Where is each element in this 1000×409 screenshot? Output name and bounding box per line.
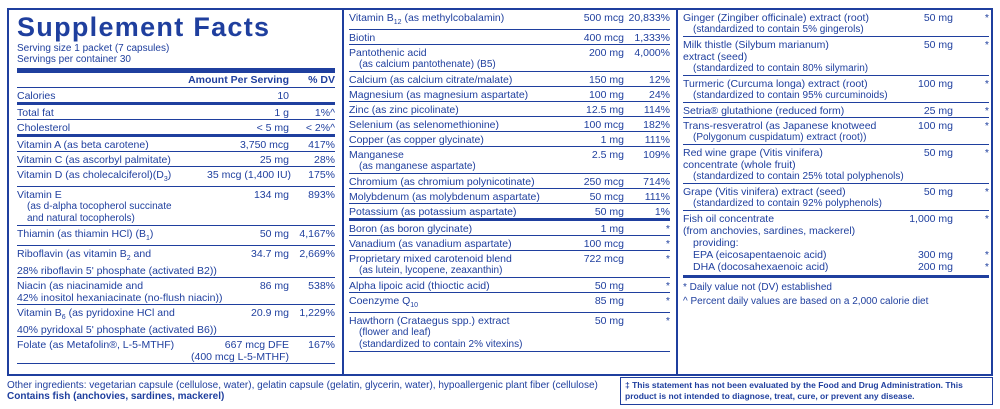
table-row xyxy=(683,37,989,76)
nutrient-name: Boron (as boron glycinate) xyxy=(349,223,473,236)
nutrient-name: Vanadium (as vanadium aspartate) xyxy=(349,238,512,251)
nutrient-dv: 175% xyxy=(308,169,335,181)
nutrient-name: Vitamin $B_{12}$ (as methylcobalamin) xyxy=(349,12,505,27)
nutrient-dv: 714% xyxy=(643,176,670,189)
nutrient-name: Cholesterol xyxy=(17,122,71,134)
nutrient-amount: 100 mg xyxy=(917,120,953,132)
nutrient-amount: 1 mg xyxy=(600,134,624,147)
nutrient-detail: (as d-alpha tocopherol succinate xyxy=(27,201,172,213)
dha-dv: * xyxy=(984,261,989,273)
nutrient-amount: 35 mcg (1,400 IU) xyxy=(207,169,292,181)
table-row xyxy=(349,189,670,204)
serving-size: Serving size 1 packet (7 capsules) xyxy=(17,43,170,54)
table-header xyxy=(17,68,335,88)
nutrient-amount: 50 mg xyxy=(259,228,289,241)
nutrient-dv: 111% xyxy=(644,134,670,147)
nutrient-name: Copper (as copper glycinate) xyxy=(349,134,484,147)
nutrient-amount: < 5 mg xyxy=(256,122,289,134)
nutrient-detail: concentrate (whole fruit) xyxy=(683,159,796,171)
nutrient-name: Alpha lipoic acid (thioctic acid) xyxy=(349,280,490,293)
subscript: 6 xyxy=(61,314,66,322)
column-2 xyxy=(342,10,674,374)
nutrient-dv: 12% xyxy=(648,74,670,87)
nutrient-name: Potassium (as potassium aspartate) xyxy=(349,206,517,219)
nutrient-list-3 xyxy=(683,10,989,211)
nutrient-name: Turmeric (Curcuma longa) extract (root) xyxy=(683,78,868,90)
nutrient-amount: 100 mg xyxy=(588,89,624,102)
column-1 xyxy=(9,10,339,374)
nutrient-name: Grape (Vitis vinifera) extract (seed) xyxy=(683,186,846,198)
nutrient-name: Molybdenum (as molybdenum aspartate) xyxy=(349,191,540,204)
table-row xyxy=(17,167,335,187)
spacer xyxy=(17,351,149,363)
nutrient-name: Milk thistle (Silybum marianum) xyxy=(683,39,829,51)
table-row xyxy=(17,246,335,278)
table-row xyxy=(17,187,335,226)
nutrient-amount: 86 mg xyxy=(259,280,289,293)
nutrient-amount: 667 mcg DFE xyxy=(224,339,289,352)
nutrient-amount: 2.5 mg xyxy=(591,149,624,162)
nutrient-dv: 417% xyxy=(308,139,335,151)
nutrient-dv: 1%^ xyxy=(314,107,335,119)
nutrient-amount: 25 mg xyxy=(259,154,289,166)
nutrient-name: Vitamin E xyxy=(17,189,62,202)
nutrient-list-1 xyxy=(17,88,335,364)
nutrient-name: Calories xyxy=(17,90,56,102)
dv-header: % DV xyxy=(308,74,335,86)
nutrient-detail: (Polygonum cuspidatum) extract (root)) xyxy=(693,132,867,143)
fish-oil-row xyxy=(683,211,989,278)
nutrient-amount: 50 mg xyxy=(923,12,953,24)
nutrient-amount: 50 mg xyxy=(594,206,624,219)
nutrient-dv: * xyxy=(984,120,989,132)
table-row xyxy=(683,145,989,184)
table-row xyxy=(349,102,670,117)
nutrient-amount: 34.7 mg xyxy=(251,248,289,261)
table-row xyxy=(683,10,989,37)
nutrient-dv: 111% xyxy=(644,191,670,204)
nutrient-amount: 100 mcg xyxy=(583,238,624,251)
nutrient-amount-secondary: (400 mcg L-5-MTHF) xyxy=(190,351,289,364)
nutrient-dv: 2,669% xyxy=(299,248,335,261)
nutrient-dv: * xyxy=(665,295,670,308)
nutrient-name: Thiamin (as thiamin HCl) $(B_1)$ xyxy=(17,228,154,243)
nutrient-dv: * xyxy=(665,223,670,236)
table-row xyxy=(349,293,670,313)
fda-disclaimer: ‡ This statement has not been evaluated by the Food and Drug Administration. This product is not intended to diagnose, treat, cure, or prevent any disease. xyxy=(620,377,993,405)
nutrient-amount: 50 mg xyxy=(923,147,953,159)
nutrient-dv: * xyxy=(665,253,670,266)
nutrient-name: Proprietary mixed carotenoid blend xyxy=(349,253,512,266)
nutrient-amount: 25 mg xyxy=(923,105,953,117)
subscript: 10 xyxy=(410,302,419,310)
nutrient-name: Ginger (Zingiber officinale) extract (root) xyxy=(683,12,869,24)
table-row xyxy=(17,305,335,337)
nutrient-detail: extract (seed) xyxy=(683,51,748,63)
table-row xyxy=(17,137,335,152)
nutrient-dv: 1,333% xyxy=(634,32,670,45)
table-row xyxy=(349,221,670,236)
table-row xyxy=(349,236,670,251)
table-row xyxy=(683,103,989,118)
nutrient-detail: (standardized to contain 92% polyphenols) xyxy=(693,198,883,209)
fish-oil-amount: 1,000 mg xyxy=(909,213,953,225)
nutrient-amount: 50 mg xyxy=(923,39,953,51)
table-row xyxy=(17,120,335,137)
table-row xyxy=(349,313,670,352)
epa-amount: 300 mg xyxy=(917,249,953,261)
nutrient-dv: * xyxy=(984,78,989,90)
table-row xyxy=(17,278,335,305)
table-row xyxy=(349,174,670,189)
nutrient-name: Hawthorn (Crataegus spp.) extract xyxy=(349,315,510,328)
nutrient-name: Magnesium (as magnesium aspartate) xyxy=(349,89,529,102)
fish-oil-dv: * xyxy=(984,213,989,225)
other-ingredients-text: Other ingredients: vegetarian capsule (cellulose, water), gelatin capsule (gelatin, glycerin, water), hypoallergenic plant fiber (cellulose) xyxy=(7,380,598,391)
fish-oil-providing: providing: xyxy=(693,237,739,249)
nutrient-amount: 100 mg xyxy=(917,78,953,90)
table-row xyxy=(349,45,670,72)
other-ingredients xyxy=(7,380,598,402)
subscript: 3 xyxy=(163,176,168,184)
nutrient-amount: 20.9 mg xyxy=(251,307,289,320)
nutrient-name: Vitamin D (as $cholecalciferol)(D_3)$ xyxy=(17,169,172,184)
table-row xyxy=(349,10,670,30)
table-row xyxy=(349,204,670,221)
nutrient-dv: * xyxy=(984,186,989,198)
table-row xyxy=(349,278,670,293)
servings-per-container: Servings per container 30 xyxy=(17,54,131,65)
nutrient-detail: (standardized to contain 80% silymarin) xyxy=(693,63,869,74)
dha-name: DHA (docosahexaenoic acid) xyxy=(693,261,829,273)
nutrient-amount: 3,750 mcg xyxy=(239,139,289,151)
nutrient-amount: 250 mcg xyxy=(583,176,624,189)
nutrient-name: Trans-resveratrol (as Japanese knotweed xyxy=(683,120,877,132)
nutrient-dv: * xyxy=(665,315,670,328)
nutrient-amount: 50 mcg xyxy=(589,191,624,204)
epa-dv: * xyxy=(984,249,989,261)
table-row xyxy=(349,147,670,174)
table-row xyxy=(17,226,335,246)
nutrient-detail: 40% pyridoxal 5' phosphate (activated B6)) xyxy=(17,324,217,337)
nutrient-name: Selenium (as selenomethionine) xyxy=(349,119,499,132)
fish-oil-name: Fish oil concentrate xyxy=(683,213,775,225)
nutrient-name: Pantothenic acid xyxy=(349,47,427,60)
nutrient-amount: 100 mcg xyxy=(583,119,624,132)
nutrient-detail: (standardized to contain 95% curcuminoids) xyxy=(693,90,888,101)
nutrient-dv: < 2%^ xyxy=(305,122,335,134)
nutrient-dv: * xyxy=(984,12,989,24)
nutrient-amount: 134 mg xyxy=(253,189,289,202)
nutrient-detail: (as calcium pantothenate) (B5) xyxy=(359,59,496,71)
fish-oil-source: (from anchovies, sardines, mackerel) xyxy=(683,225,856,237)
subscript: 2 xyxy=(126,255,131,263)
table-row xyxy=(349,132,670,147)
nutrient-amount: 10 xyxy=(277,90,289,102)
subscript: 12 xyxy=(393,19,402,27)
dha-amount: 200 mg xyxy=(917,261,953,273)
nutrient-dv: 182% xyxy=(643,119,670,132)
nutrient-amount: 50 mg xyxy=(923,186,953,198)
table-row xyxy=(683,184,989,211)
nutrient-detail: (flower and leaf) xyxy=(359,327,431,339)
nutrient-name: Chromium (as chromium polynicotinate) xyxy=(349,176,535,189)
footnote-dv: * Daily value not (DV) established xyxy=(683,282,832,293)
spacer xyxy=(289,351,335,363)
nutrient-name: Manganese xyxy=(349,149,404,162)
nutrient-amount: 1 g xyxy=(274,107,289,119)
nutrient-name: Coenzyme $Q_{10}$ xyxy=(349,295,419,310)
nutrient-name: Setria® glutathione (reduced form) xyxy=(683,105,845,117)
nutrient-dv: * xyxy=(665,238,670,251)
nutrient-dv: 114% xyxy=(643,104,670,117)
table-row xyxy=(349,87,670,102)
nutrient-detail: and natural tocopherols) xyxy=(27,213,135,225)
nutrient-name: Vitamin A (as beta carotene) xyxy=(17,139,149,151)
nutrient-dv: * xyxy=(665,280,670,293)
panel-title: Supplement Facts xyxy=(17,12,271,42)
nutrient-name: Calcium (as calcium citrate/malate) xyxy=(349,74,513,87)
nutrient-name: Biotin xyxy=(349,32,376,45)
table-row xyxy=(349,30,670,45)
nutrient-dv: 4,167% xyxy=(299,228,335,241)
nutrient-dv: 109% xyxy=(643,149,670,162)
nutrient-amount: 85 mg xyxy=(594,295,624,308)
table-row xyxy=(349,117,670,132)
amount-header: Amount Per Serving xyxy=(188,74,289,86)
nutrient-amount: 12.5 mg xyxy=(586,104,624,117)
subscript: 1 xyxy=(145,235,150,243)
nutrient-name: Vitamin C (as ascorbyl palmitate) xyxy=(17,154,171,166)
table-row xyxy=(17,337,335,364)
nutrient-detail: (standardized to contain 5% gingerols) xyxy=(693,24,864,35)
nutrient-amount: 500 mcg xyxy=(583,12,624,24)
nutrient-amount: 1 mg xyxy=(600,223,624,236)
supplement-facts-panel xyxy=(7,8,993,376)
nutrient-dv: 893% xyxy=(308,189,335,202)
nutrient-detail: (standardized to contain 25% total polyphenols) xyxy=(693,171,904,182)
column-3 xyxy=(676,10,993,374)
nutrient-amount: 50 mg xyxy=(594,280,624,293)
table-row xyxy=(17,88,335,105)
nutrient-detail: 28% riboflavin 5' phosphate (activated B2)) xyxy=(17,265,217,278)
nutrient-detail: (as manganese aspartate) xyxy=(359,161,476,173)
nutrient-amount: 50 mg xyxy=(594,315,624,328)
table-row xyxy=(349,251,670,278)
nutrient-dv xyxy=(289,90,335,102)
nutrient-name: Total fat xyxy=(17,107,54,119)
nutrient-name: Folate (as Metafolin®, L-5-MTHF) xyxy=(17,339,175,352)
nutrient-dv: 1,229% xyxy=(299,307,335,320)
nutrient-dv: 28% xyxy=(313,154,335,166)
nutrient-list-2 xyxy=(349,10,670,352)
nutrient-name: Niacin (as niacinamide and xyxy=(17,280,144,293)
nutrient-name: Red wine grape (Vitis vinifera) xyxy=(683,147,823,159)
nutrient-name: Riboflavin (as vitamin $B_2$ and xyxy=(17,248,152,263)
nutrient-detail: (as lutein, lycopene, zeaxanthin) xyxy=(359,265,503,277)
contains-allergen: Contains fish (anchovies, sardines, mackerel) xyxy=(7,391,225,402)
nutrient-dv: * xyxy=(984,147,989,159)
nutrient-amount: 150 mg xyxy=(588,74,624,87)
nutrient-amount: 200 mg xyxy=(588,47,624,60)
nutrient-dv: 4,000% xyxy=(634,47,670,60)
table-row xyxy=(17,152,335,167)
nutrient-dv: * xyxy=(984,39,989,51)
nutrient-dv: 538% xyxy=(308,280,335,293)
nutrient-detail: (standardized to contain 2% vitexins) xyxy=(359,339,523,351)
nutrient-detail: 42% inositol hexaniacinate (no-flush niacin)) xyxy=(17,292,223,305)
nutrient-name: Zinc (as zinc picolinate) xyxy=(349,104,459,117)
table-row xyxy=(349,72,670,87)
table-row xyxy=(683,118,989,145)
nutrient-dv: 1% xyxy=(654,206,670,219)
nutrient-dv: 24% xyxy=(648,89,670,102)
nutrient-dv: 20,833% xyxy=(628,12,670,24)
epa-name: EPA (eicosapentaenoic acid) xyxy=(693,249,827,261)
nutrient-amount: 400 mcg xyxy=(583,32,624,45)
nutrient-amount: 722 mcg xyxy=(583,253,624,266)
nutrient-name: Vitamin $B_6$ (as pyridoxine HCl and xyxy=(17,307,175,322)
nutrient-dv: * xyxy=(984,105,989,117)
nutrient-dv: 167% xyxy=(308,339,335,352)
table-row xyxy=(17,105,335,120)
footnote-percent: ^ Percent daily values are based on a 2,000 calorie diet xyxy=(683,296,929,307)
table-row xyxy=(683,76,989,103)
